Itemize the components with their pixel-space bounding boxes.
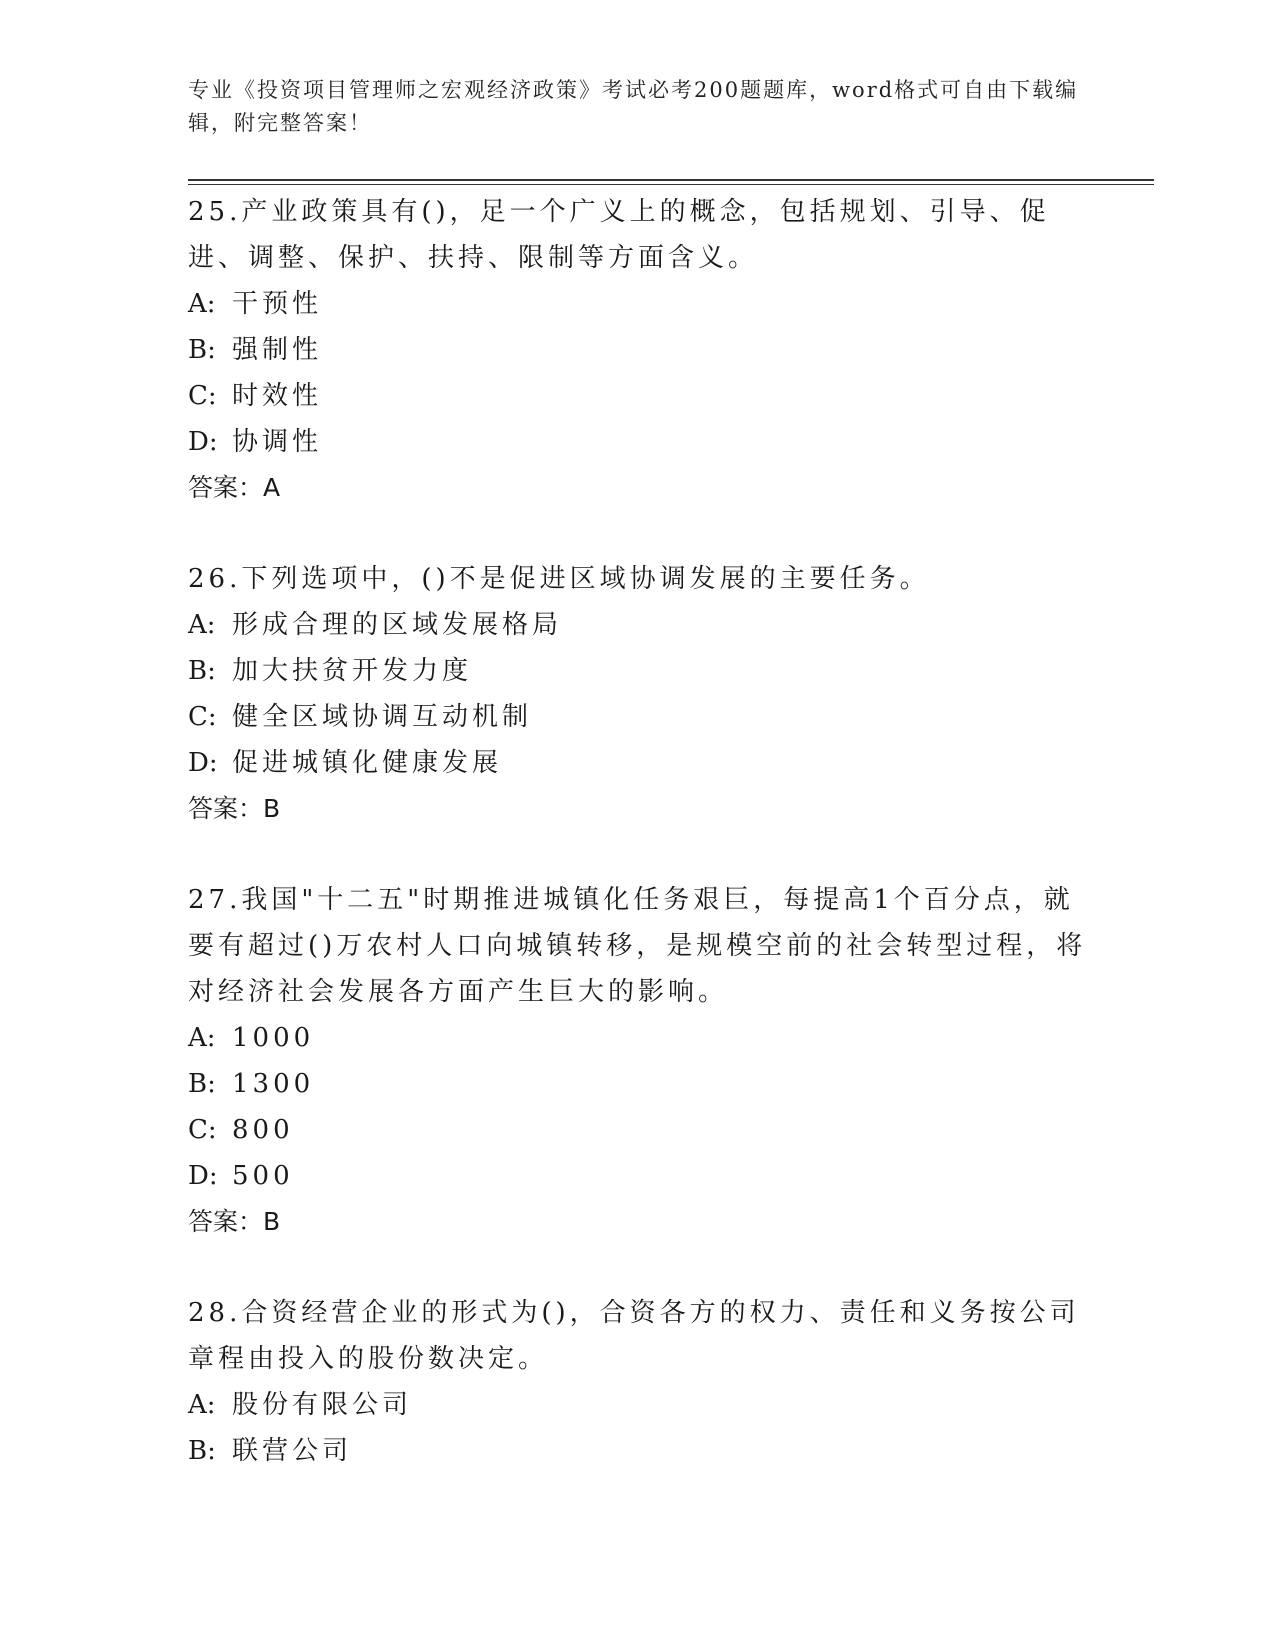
option-key: A:: [188, 610, 216, 640]
header-divider-thick: [188, 179, 1154, 181]
option-text: 健全区域协调互动机制: [232, 702, 533, 732]
option-c: [188, 373, 1088, 419]
question-list: [188, 189, 1088, 1519]
option-b: [188, 648, 1088, 694]
option-key: B:: [188, 656, 216, 686]
option-text: 1000: [232, 1023, 315, 1053]
document-header: 专业《投资项目管理师之宏观经济政策》考试必考200题题库，word格式可自由下载编辑，附完整答案！: [188, 78, 1079, 135]
option-a: [188, 602, 1088, 648]
option-key: B:: [188, 1069, 216, 1099]
option-key: A:: [188, 289, 216, 319]
answer-line: 答案：A: [188, 473, 281, 502]
option-d: [188, 1153, 1088, 1199]
option-b: [188, 1061, 1088, 1107]
option-text: 500: [232, 1161, 294, 1191]
question-stem: 28.合资经营企业的形式为()，合资各方的权力、责任和义务按公司章程由投入的股份数决定。: [188, 1298, 1080, 1374]
option-text: 形成合理的区域发展格局: [232, 610, 563, 640]
option-text: 促进城镇化健康发展: [232, 748, 503, 778]
option-a: [188, 1015, 1088, 1061]
option-key: A:: [188, 1023, 216, 1053]
option-text: 协调性: [232, 427, 323, 457]
option-key: C:: [188, 1115, 217, 1145]
option-text: 1300: [232, 1069, 315, 1099]
option-text: 强制性: [232, 335, 323, 365]
question-26: [188, 556, 1088, 832]
option-key: B:: [188, 1436, 216, 1466]
question-28: [188, 1290, 1088, 1474]
answer-line: 答案：B: [188, 1207, 281, 1236]
option-text: 股份有限公司: [232, 1390, 413, 1420]
option-key: A:: [188, 1390, 216, 1420]
question-stem: 27.我国"十二五"时期推进城镇化任务艰巨，每提高1个百分点，就要有超过()万农村人口向城镇转移，是规模空前的社会转型过程，将对经济社会发展各方面产生巨大的影响。: [188, 885, 1087, 1007]
option-key: C:: [188, 702, 217, 732]
option-key: D:: [188, 748, 218, 778]
option-text: 800: [232, 1115, 294, 1145]
option-a: [188, 1382, 1088, 1428]
option-text: 干预性: [232, 289, 323, 319]
option-text: 联营公司: [232, 1436, 353, 1466]
option-key: D:: [188, 427, 218, 457]
option-d: [188, 419, 1088, 465]
option-key: C:: [188, 381, 217, 411]
option-b: [188, 327, 1088, 373]
option-b: [188, 1428, 1088, 1474]
option-text: 时效性: [232, 381, 323, 411]
answer-line: 答案：B: [188, 794, 281, 823]
option-a: [188, 281, 1088, 327]
option-text: 加大扶贫开发力度: [232, 656, 473, 686]
question-27: [188, 877, 1088, 1245]
option-d: [188, 740, 1088, 786]
option-key: D:: [188, 1161, 218, 1191]
option-c: [188, 1107, 1088, 1153]
header-divider-thin: [188, 184, 1154, 185]
option-c: [188, 694, 1088, 740]
question-stem: 26.下列选项中，()不是促进区域协调发展的主要任务。: [188, 564, 930, 594]
question-stem: 25.产业政策具有()，足一个广义上的概念，包括规划、引导、促进、调整、保护、扶持、限制等方面含义。: [188, 197, 1050, 273]
question-25: [188, 189, 1088, 511]
option-key: B:: [188, 335, 216, 365]
